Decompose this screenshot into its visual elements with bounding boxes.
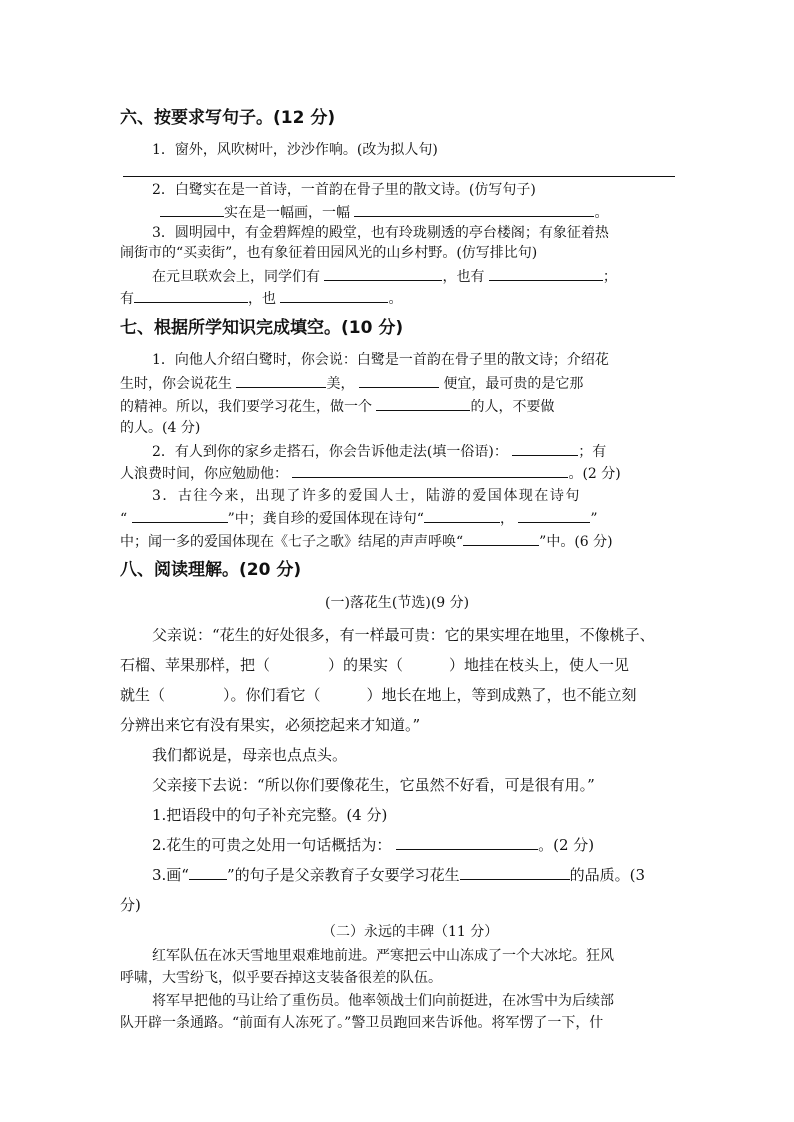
s7-q3-line-1: 3．古往今来，出现了许多的爱国人士，陆游的爱国体现在诗句	[152, 488, 581, 504]
p1-question-2	[152, 834, 594, 856]
s6-q2: 2．白鹭实在是一首诗，一首韵在骨子里的散文诗。(仿写句子)	[152, 182, 536, 198]
p1-q3-text-c: 的品质。(3	[569, 866, 646, 884]
s7-q3-blank-2[interactable]	[424, 508, 500, 523]
p1-question-3	[152, 864, 645, 886]
p1-line-2	[120, 654, 629, 676]
p2-line-2: 呼啸，大雪纷飞，似乎要吞掉这支装备很差的队伍。	[120, 970, 442, 986]
section-7-heading: 七、根据所学知识完成填空。(10 分)	[120, 318, 404, 338]
s7-q3-text-a: “	[120, 511, 128, 527]
s7-q1-line-4: 的人。(4 分)	[120, 420, 201, 436]
section-6-heading: 六、按要求写句子。(12 分)	[120, 108, 336, 128]
p2-line-4: 队开辟一条通路。“前面有人冻死了。”警卫员跑回来告诉他。将军愣了一下，什	[120, 1015, 604, 1031]
s7-q3-text-e: 中；闻一多的爱国体现在《七子之歌》结尾的声声呼唤“	[120, 534, 464, 550]
s7-q2-line-2	[120, 463, 621, 484]
p1-text-f: ）地长在地上，等到成熟了，也不能立刻	[366, 686, 637, 704]
p1-q2-text-a: 2.花生的可贵之处用一句话概括为：	[152, 836, 392, 854]
s7-q2-text-c: 人浪费时间，你应勉励他：	[120, 466, 288, 482]
s6-q3-text-f: 。	[388, 291, 403, 307]
p1-question-3-end: 分)	[120, 896, 141, 914]
s6-q2-end: 。	[594, 205, 609, 221]
s7-q2-text-b: ；有	[578, 444, 607, 460]
p1-q3-text-a: 3.画“	[152, 866, 189, 884]
p2-line-3: 将军早把他的马让给了重伤员。他率领战士们向前挺进，在冰雪中为后续部	[152, 993, 614, 1009]
s7-q1-text-b: 美，	[326, 376, 355, 392]
s6-q3-text-e: ，也	[248, 291, 276, 307]
s7-q2-blank-2[interactable]	[292, 463, 568, 478]
s6-q3-text-a: 在元旦联欢会上，同学们有	[152, 269, 320, 285]
p1-text-a: 石榴、苹果那样，把（	[120, 656, 271, 674]
passage-2-title: （二）永远的丰碑（11 分）	[322, 924, 499, 940]
p1-text-d: 就生（	[120, 686, 166, 704]
p1-text-c: ）地挂在枝头上，使人一见	[449, 656, 630, 674]
s7-q1-text-e: 的人，不要做	[470, 399, 555, 415]
s6-q3-blank-2[interactable]	[489, 266, 603, 281]
s7-q1-line-3	[120, 396, 554, 417]
s6-q3-line-1: 3．圆明园中，有金碧辉煌的殿堂，也有玲珑剔透的亭台楼阁；有象征着热	[152, 225, 609, 241]
p1-q2-blank[interactable]	[396, 835, 538, 850]
s6-q3-text-b: ，也有	[442, 269, 485, 285]
s6-q2-line	[160, 202, 608, 223]
s7-q1-blank-3[interactable]	[376, 396, 470, 411]
s7-q1-text-d: 的精神。所以，我们要学习花生，做一个	[120, 399, 372, 415]
s6-q3-text-c: ；	[602, 269, 617, 285]
s6-q3-line-2: 闹街市的“买卖街”，也有象征着田园风光的山乡村野。(仿写排比句)	[120, 245, 538, 261]
s6-q2-blank-1[interactable]	[160, 202, 224, 217]
section-8-heading: 八、阅读理解。(20 分)	[120, 560, 302, 580]
s7-q1-text-c: 便宜，最可贵的是它那	[443, 376, 584, 392]
s7-q3-blank-4[interactable]	[463, 531, 539, 546]
s7-q2-text-a: 2．有人到你的家乡走搭石，你会告诉他走法(填一俗语)：	[152, 444, 508, 460]
p1-question-1: 1.把语段中的句子补充完整。(4 分)	[152, 806, 388, 824]
s7-q3-line-2	[120, 508, 598, 529]
s6-q1: 1．窗外，风吹树叶，沙沙作响。(改为拟人句)	[152, 142, 438, 158]
p1-line-4: 分辨出来它有没有果实，必须挖起来才知道。”	[120, 716, 421, 734]
s7-q1-line-2	[120, 373, 583, 394]
s7-q3-text-b: ”中；龚自珍的爱国体现在诗句“	[227, 511, 424, 527]
p1-q3-text-b: ”的句子是父亲教育子女要学习花生	[226, 866, 460, 884]
s6-q3-line-3	[152, 266, 617, 287]
p1-q2-text-b: 。(2 分)	[538, 836, 595, 854]
s7-q3-text-c: ，	[499, 511, 514, 527]
p1-text-e: ）。你们看它（	[223, 686, 321, 704]
p1-text-b: ）的果实（	[328, 656, 404, 674]
p1-q3-blank-2[interactable]	[460, 865, 570, 880]
s6-q3-blank-1[interactable]	[324, 266, 442, 281]
s6-q3-blank-4[interactable]	[280, 288, 388, 303]
s7-q3-text-d: ”	[590, 511, 598, 527]
s7-q1-blank-2[interactable]	[359, 373, 439, 388]
s6-q3-line-4	[120, 288, 402, 309]
s7-q3-line-3	[120, 531, 613, 552]
s7-q3-blank-1[interactable]	[132, 508, 228, 523]
s7-q2-text-d: 。(2 分)	[568, 466, 621, 482]
s6-q2-text: 实在是一幅画，一幅	[224, 205, 350, 221]
p1-line-3	[120, 684, 637, 706]
p1-line-6: 父亲接下去说：“所以你们要像花生，它虽然不好看，可是很有用。”	[152, 776, 595, 794]
s7-q1-line-1: 1．向他人介绍白鹭时，你会说：白鹭是一首韵在骨子里的散文诗；介绍花	[152, 352, 609, 368]
s7-q1-text-a: 生时，你会说花生	[120, 376, 232, 392]
s7-q2-blank-1[interactable]	[512, 441, 578, 456]
s7-q1-blank-1[interactable]	[236, 373, 326, 388]
s7-q3-text-f: ”中。(6 分)	[539, 534, 613, 550]
passage-1-title: (一)落花生(节选)(9 分)	[325, 595, 470, 611]
s6-q2-blank-2[interactable]	[354, 202, 594, 217]
s6-q1-answer-line[interactable]	[123, 176, 675, 177]
p1-line-1: 父亲说：“花生的好处很多，有一样最可贵：它的果实埋在地里，不像桃子、	[152, 626, 655, 644]
p2-line-1: 红军队伍在冰天雪地里艰难地前进。严寒把云中山冻成了一个大冰坨。狂风	[152, 948, 614, 964]
p1-line-5: 我们都说是，母亲也点点头。	[152, 746, 348, 764]
s7-q3-blank-3[interactable]	[518, 508, 590, 523]
s6-q3-text-d: 有	[120, 291, 134, 307]
s7-q2-line-1	[152, 441, 606, 462]
p1-q3-blank-1[interactable]	[189, 865, 227, 880]
s6-q3-blank-3[interactable]	[134, 288, 248, 303]
